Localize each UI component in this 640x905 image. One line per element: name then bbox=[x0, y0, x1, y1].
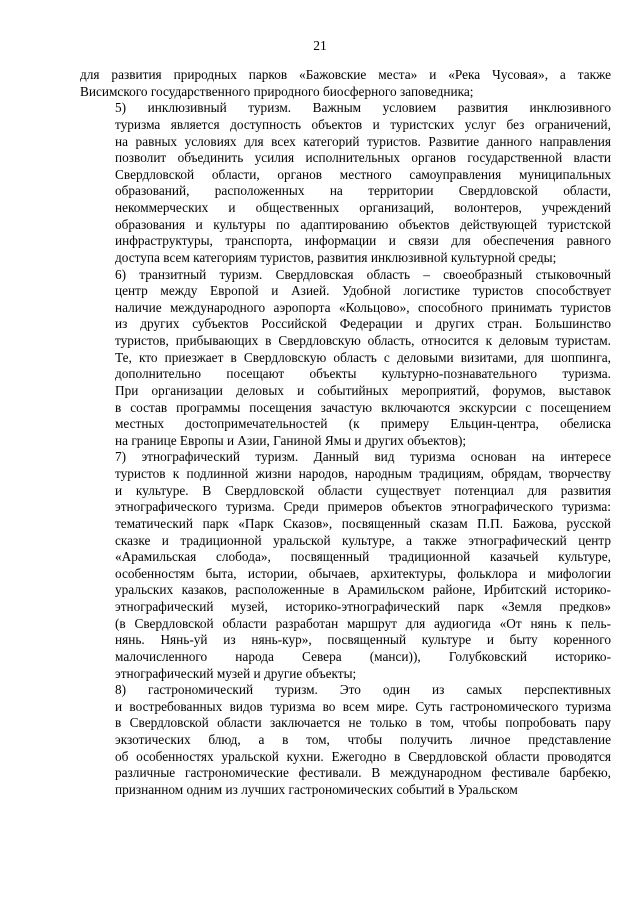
text-line: дополнительно посещают объекты культурно-познавательного туризма. bbox=[115, 366, 611, 382]
text-line: центр между Европой и Азией. Удобной логистике туристов способствует bbox=[115, 283, 611, 299]
text-line: инфраструктуры, транспорта, информации и связи для обеспечения равного bbox=[115, 233, 611, 249]
text-line: 6) транзитный туризм. Свердловская область – своеобразный стыковочный bbox=[115, 266, 611, 282]
text-line: особенностям быта, истории, обычаев, архитектуры, фольклора и мифологии bbox=[115, 565, 611, 581]
text-line: позволит объединить усилия исполнительных органов государственной власти bbox=[115, 150, 611, 166]
text-line: сказке и традиционной уральской культуре, а также этнографический центр bbox=[115, 532, 611, 548]
text-line: туристов, прибывающих в Свердловскую область, относится к деловым туристам. bbox=[115, 333, 611, 348]
text-line: в Свердловской области заключается не только в том, чтобы попробовать пару bbox=[115, 715, 611, 731]
text-line: различные гастрономические фестивали. В международном фестивале барбекю, bbox=[115, 765, 611, 781]
text-line: на равных условиях для всех категорий туристов. Развитие данного направления bbox=[115, 133, 611, 149]
text-line: в состав программы посещения зачастую включаются экскурсии с посещением bbox=[115, 399, 611, 415]
paragraph bbox=[80, 449, 611, 682]
text-line: для развития природных парков «Бажовские места» и «Река Чусовая», а также bbox=[80, 67, 611, 82]
text-line: уральских казаков, расположенные в Арамильском районе, Ирбитский историко- bbox=[115, 582, 611, 598]
text-line: образований, расположенных на территории Свердловской области, bbox=[115, 183, 611, 199]
text-line: Те, кто приезжает в Свердловскую область с деловыми визитами, для шоппинга, bbox=[115, 349, 611, 365]
page-number: 21 bbox=[313, 38, 327, 53]
text-line: тематический парк «Парк Сказов», посвященный сказам П.П. Бажова, русской bbox=[115, 515, 611, 531]
text-line: 8) гастрономический туризм. Это один из самых перспективных bbox=[115, 682, 611, 698]
text-line: некоммерческих и общественных организаций, волонтеров, учреждений bbox=[115, 200, 611, 215]
text-line: Свердловской области, органов местного самоуправления муниципальных bbox=[115, 166, 611, 182]
text-line: При организации деловых и событийных мероприятий, форумов, выставок bbox=[115, 382, 611, 398]
text-line: доступа всем категориям туристов, развития инклюзивной культурной среды; bbox=[115, 249, 557, 265]
text-line: и культуре. В Свердловской области существует потенциал для развития bbox=[115, 482, 611, 498]
paragraph bbox=[80, 67, 611, 100]
paragraph bbox=[80, 682, 611, 798]
text-line: на границе Европы и Азии, Ганиной Ямы и других объектов); bbox=[115, 432, 467, 448]
text-line: малочисленного народа Севера (манси)), Голубковский историко- bbox=[115, 648, 611, 664]
text-line: этнографический музей и другие объекты; bbox=[115, 665, 357, 681]
text-line: 7) этнографический туризм. Данный вид туризма основан на интересе bbox=[115, 449, 611, 465]
paragraph bbox=[80, 100, 611, 266]
paragraph bbox=[80, 267, 611, 450]
text-line: туристов к подлинной жизни народов, народным традициям, обрядам, творчеству bbox=[115, 466, 611, 481]
text-line: образования и культуры по адаптированию объектов действующей туристской bbox=[115, 216, 611, 232]
text-line: этнографический музей, историко-этнографический парк «Земля предков» bbox=[115, 599, 611, 614]
text-line: наличие международного аэропорта «Кольцово», способного принимать туристов bbox=[115, 299, 611, 315]
text-line: этнографического туризма. Среди примеров объектов этнографического туризма: bbox=[115, 499, 611, 515]
text-line: туризма является доступность объектов и туристских услуг без ограничений, bbox=[115, 116, 611, 132]
text-line: признанном одним из лучших гастрономических событий в Уральском bbox=[115, 781, 518, 797]
text-line: местных достопримечательностей (к примеру Ельцин-центра, обелиска bbox=[115, 416, 611, 432]
text-line: и востребованных видов туризма во всем мире. Суть гастрономического туризма bbox=[115, 698, 611, 714]
text-line: Висимского государственного природного биосферного заповедника; bbox=[80, 83, 474, 99]
text-line: 5) инклюзивный туризм. Важным условием развития инклюзивного bbox=[115, 100, 611, 116]
document-body bbox=[80, 67, 611, 799]
text-line: нянь. Нянь-уй из нянь-кур», посвященный культуре и быту коренного bbox=[115, 632, 611, 648]
text-line: (в Свердловской области разработан маршрут для аудиогида «От нянь к пель- bbox=[115, 615, 611, 631]
text-line: экзотических блюд, а в том, чтобы получить личное представление bbox=[115, 732, 611, 747]
text-line: об особенностях уральской кухни. Ежегодно в Свердловской области проводятся bbox=[115, 748, 611, 764]
text-line: из других субъектов Российской Федерации и других стран. Большинство bbox=[115, 316, 611, 332]
text-line: «Арамильская слобода», посвященный традиционной казачьей культуре, bbox=[115, 549, 611, 565]
